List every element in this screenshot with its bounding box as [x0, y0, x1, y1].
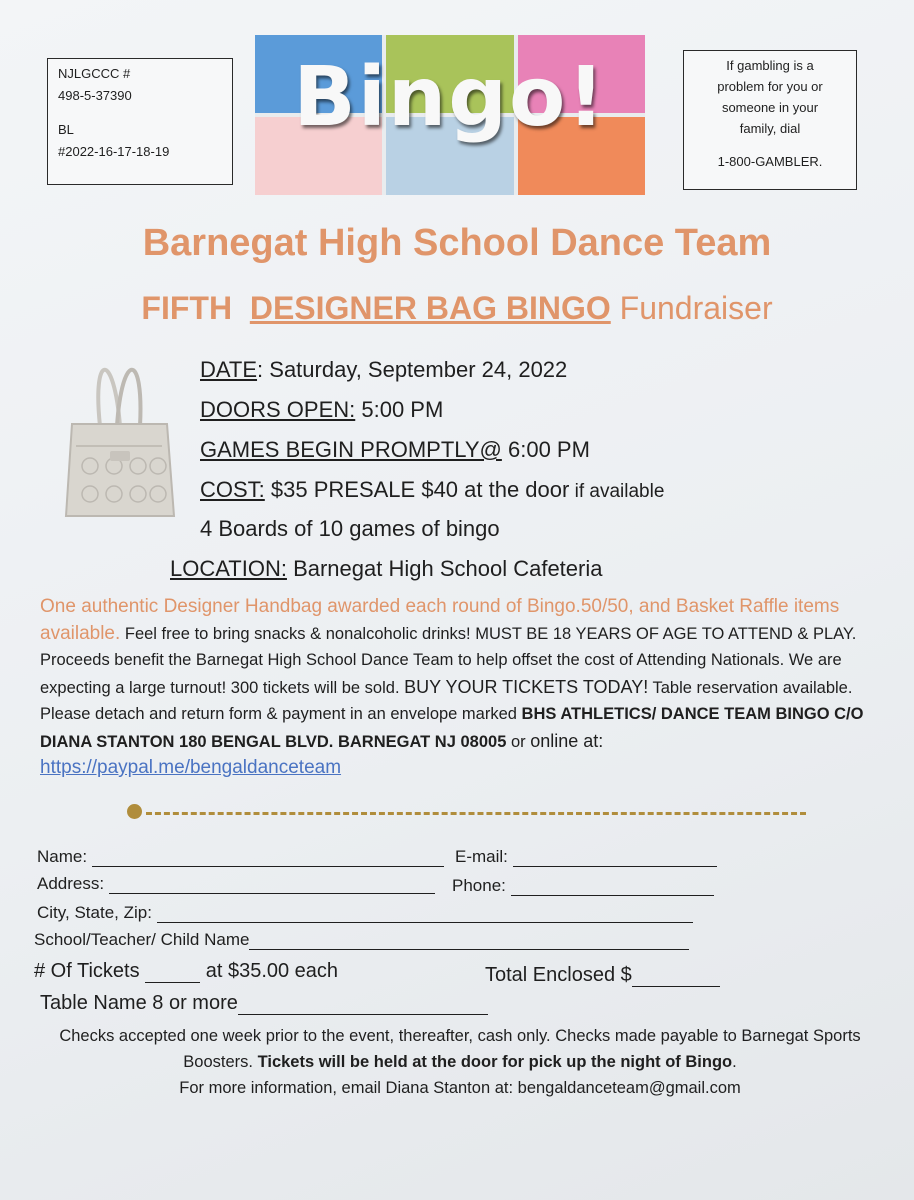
checks-text: Checks accepted one week prior to the event, thereafter, cash only. Checks made payable to Barnegat Sports Boosters.: [59, 1027, 861, 1071]
cost-value: $35 PRESALE $40 at the door: [264, 477, 570, 502]
prize-text: One authentic Designer Handbag awarded each round of Bingo.50/50, and Basket Raffle items available.: [40, 596, 840, 644]
pickup-text: Tickets will be held at the door for pick up the night of Bingo: [257, 1053, 733, 1071]
handbag-image: [62, 356, 177, 526]
city-label: City, State, Zip:: [37, 903, 152, 922]
subtitle: [0, 290, 914, 327]
gambling-help-box: [683, 50, 857, 190]
info-paragraph: [40, 594, 875, 782]
city-field[interactable]: [157, 906, 693, 923]
location-row: [170, 556, 602, 582]
subtitle-fundraiser: Fundraiser: [619, 290, 773, 326]
paypal-link[interactable]: https://paypal.me/bengaldanceteam: [40, 757, 342, 778]
phone-row: [452, 876, 714, 896]
address-label: Address:: [37, 874, 105, 893]
gambling-line: problem for you or: [717, 79, 823, 94]
school-field[interactable]: [249, 933, 689, 950]
info-body-2: Table reservation available. Please detach and return form & payment in an envelope marked: [40, 678, 853, 723]
cost-row: [200, 477, 664, 503]
games-value: 6:00 PM: [501, 437, 590, 462]
tickets-row: [34, 960, 338, 983]
email-row: [455, 847, 717, 867]
logo-word: Bingo!: [293, 50, 607, 145]
or-text: or: [506, 732, 531, 751]
date-row: [200, 357, 567, 383]
total-field[interactable]: [632, 970, 720, 987]
email-label: E-mail:: [455, 847, 508, 866]
phone-label: Phone:: [452, 876, 506, 895]
bl-number: #2022-16-17-18-19: [58, 144, 170, 159]
total-row: [485, 964, 720, 987]
table-field[interactable]: [238, 998, 488, 1015]
gambling-line: someone in your: [721, 100, 819, 115]
page-title: Barnegat High School Dance Team: [142, 222, 772, 264]
gambling-phone: 1-800-GAMBLER.: [717, 154, 823, 169]
games-label: GAMES BEGIN PROMPTLY@: [200, 437, 502, 462]
gambling-line: If gambling is a: [726, 58, 814, 73]
name-row: [37, 847, 444, 867]
table-row: [40, 992, 488, 1015]
phone-field[interactable]: [511, 879, 714, 896]
cost-label: COST:: [200, 477, 265, 502]
address-row: [37, 874, 435, 894]
gambling-line: family, dial: [739, 121, 801, 136]
name-label: Name:: [37, 847, 88, 866]
total-label: Total Enclosed $: [485, 964, 632, 986]
footer-text: [40, 1023, 880, 1101]
date-value: : Saturday, September 24, 2022: [257, 357, 568, 382]
license-number: 498-5-37390: [58, 88, 132, 103]
games-row: [200, 437, 590, 463]
mailing-address: BHS ATHLETICS/ DANCE TEAM BINGO C/O DIANA STANTON 180 BENGAL BLVD. BARNEGAT NJ 08005: [40, 705, 864, 751]
name-field[interactable]: [92, 850, 444, 867]
subtitle-designer: DESIGNER BAG BINGO: [249, 290, 611, 326]
license-box: [47, 58, 233, 185]
tickets-field[interactable]: [145, 966, 200, 983]
footer-period: .: [732, 1053, 737, 1071]
address-field[interactable]: [109, 877, 435, 894]
tickets-price: at $35.00 each: [205, 960, 339, 982]
city-row: [37, 903, 693, 923]
online-text: online at:: [530, 730, 604, 751]
cut-line: [146, 812, 806, 815]
boards-row: 4 Boards of 10 games of bingo: [200, 516, 500, 541]
doors-row: [200, 397, 443, 423]
cut-line-dot: [127, 804, 142, 819]
footer-checks: [40, 1023, 880, 1075]
email-field[interactable]: [513, 850, 717, 867]
subtitle-fifth: FIFTH: [141, 290, 233, 326]
contact-text: For more information, email Diana Stanton at: bengaldanceteam@gmail.com: [179, 1079, 741, 1097]
tickets-label: # Of Tickets: [34, 960, 140, 982]
bl-label: BL: [58, 122, 74, 137]
doors-label: DOORS OPEN:: [200, 397, 356, 422]
doors-value: 5:00 PM: [355, 397, 444, 422]
table-label: Table Name 8 or more: [40, 992, 238, 1014]
buy-tickets-text: BUY YOUR TICKETS TODAY!: [404, 676, 649, 697]
info-body: Feel free to bring snacks & nonalcoholic drinks! MUST BE 18 YEARS OF AGE TO ATTEND & PLAY. Proceeds benefit the Barnegat High School Dance Team to help offset the cost of Attending Nationals. We are expecting a large turnout! 300 tickets will be sold.: [40, 624, 857, 697]
location-label: LOCATION:: [170, 556, 287, 581]
school-label: School/Teacher/ Child Name: [34, 930, 250, 949]
license-line: NJLGCCC #: [58, 66, 131, 81]
school-row: [34, 930, 689, 950]
date-label: DATE: [200, 357, 258, 382]
cost-note: if available: [569, 481, 665, 502]
location-value: Barnegat High School Cafeteria: [286, 556, 603, 581]
